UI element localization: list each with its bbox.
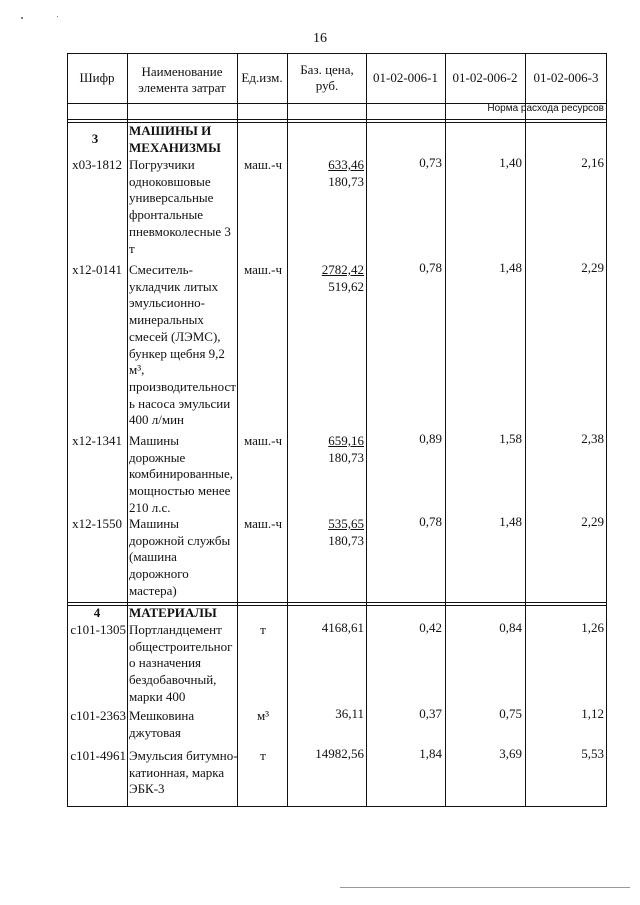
- header-col2: 01-02-006-2: [452, 70, 518, 85]
- norm-value: 1,58: [499, 431, 522, 446]
- col-divider: [127, 53, 128, 807]
- row-price: 535,65 180,73: [328, 516, 364, 548]
- norm-value: 3,69: [499, 746, 522, 761]
- header-code: Шифр: [79, 70, 115, 85]
- norm-value: 0,84: [499, 620, 522, 635]
- section-number: 3: [91, 131, 99, 146]
- page-number: 16: [313, 31, 327, 46]
- row-code: с101-1305: [70, 622, 126, 637]
- row-unit: маш.-ч: [243, 516, 283, 531]
- scan-speck: [57, 16, 58, 17]
- norm-subheader: Норма расхода ресурсов: [487, 103, 604, 114]
- section-number: 4: [93, 605, 101, 620]
- row-code: х12-1341: [72, 433, 122, 448]
- row-unit: м³: [256, 708, 270, 723]
- row-unit: т: [260, 622, 266, 637]
- norm-value: 1,48: [499, 260, 522, 275]
- norm-value: 0,75: [499, 706, 522, 721]
- section-title: МАШИНЫ И МЕХАНИЗМЫ: [129, 123, 221, 155]
- row-unit: т: [260, 748, 266, 763]
- scan-edge-line: [340, 887, 630, 888]
- norm-value: 2,29: [581, 260, 604, 275]
- row-name: Погрузчики одноковшовые универсальные фронтальные пневмоколесные 3 т: [129, 157, 231, 256]
- norm-value: 2,16: [581, 155, 604, 170]
- row-name: Портландцемент общестроительног о назначения бездобавочный, марки 400: [129, 622, 233, 704]
- norm-value: 1,26: [581, 620, 604, 635]
- norm-value: 0,89: [419, 431, 442, 446]
- row-unit: маш.-ч: [243, 157, 283, 172]
- norm-value: 1,48: [499, 514, 522, 529]
- norm-value: 1,40: [499, 155, 522, 170]
- header-col1: 01-02-006-1: [373, 70, 438, 85]
- norm-value: 0,78: [419, 514, 442, 529]
- header-price: Баз. цена, руб.: [300, 62, 354, 93]
- section-title: МАТЕРИАЛЫ: [129, 605, 217, 620]
- subheader-divider: [67, 119, 607, 120]
- row-name: Эмульсия битумно- катионная, марка ЭБК-3: [129, 748, 238, 797]
- row-code: с101-2363: [70, 708, 126, 723]
- header-name: Наименование элемента затрат: [138, 64, 226, 95]
- row-name: Смеситель- укладчик литых эмульсионно- минеральных смесей (ЛЭМС), бункер щебня 9,2 м³, производительност ь насоса эмульсии 400 л/мин: [129, 262, 236, 428]
- col-divider: [445, 53, 446, 807]
- row-price: 36,11: [335, 706, 364, 721]
- row-code: х03-1812: [72, 157, 122, 172]
- header-col3: 01-02-006-3: [533, 70, 599, 85]
- scan-speck: [21, 17, 23, 19]
- norm-value: 0,37: [419, 706, 442, 721]
- row-name: Мешковина джутовая: [129, 708, 195, 740]
- row-name: Машины дорожные комбинированные, мощностью менее 210 л.с.: [129, 433, 234, 515]
- col-divider: [525, 53, 526, 807]
- header-unit: Ед.изм.: [241, 70, 283, 85]
- row-code: х12-1550: [72, 516, 122, 531]
- row-name: Машины дорожной службы (машина дорожного мастера): [129, 516, 231, 598]
- norm-value: 0,73: [419, 155, 442, 170]
- norm-value: 0,42: [419, 620, 442, 635]
- row-unit: маш.-ч: [243, 433, 283, 448]
- norm-value: 1,84: [419, 746, 442, 761]
- row-code: с101-4961: [70, 748, 126, 763]
- norm-value: 2,38: [581, 431, 604, 446]
- row-price: 2782,42 519,62: [321, 262, 364, 294]
- row-price: 659,16 180,73: [328, 433, 364, 465]
- row-price: 4168,61: [321, 620, 364, 635]
- norm-value: 1,12: [581, 706, 604, 721]
- norm-value: 5,53: [581, 746, 604, 761]
- norm-value: 2,29: [581, 514, 604, 529]
- col-divider: [366, 53, 367, 807]
- row-code: х12-0141: [72, 262, 122, 277]
- row-unit: маш.-ч: [243, 262, 283, 277]
- row-price: 14982,56: [315, 746, 364, 761]
- section-divider: [67, 602, 607, 603]
- row-price: 633,46 180,73: [328, 157, 364, 189]
- norm-value: 0,78: [419, 260, 442, 275]
